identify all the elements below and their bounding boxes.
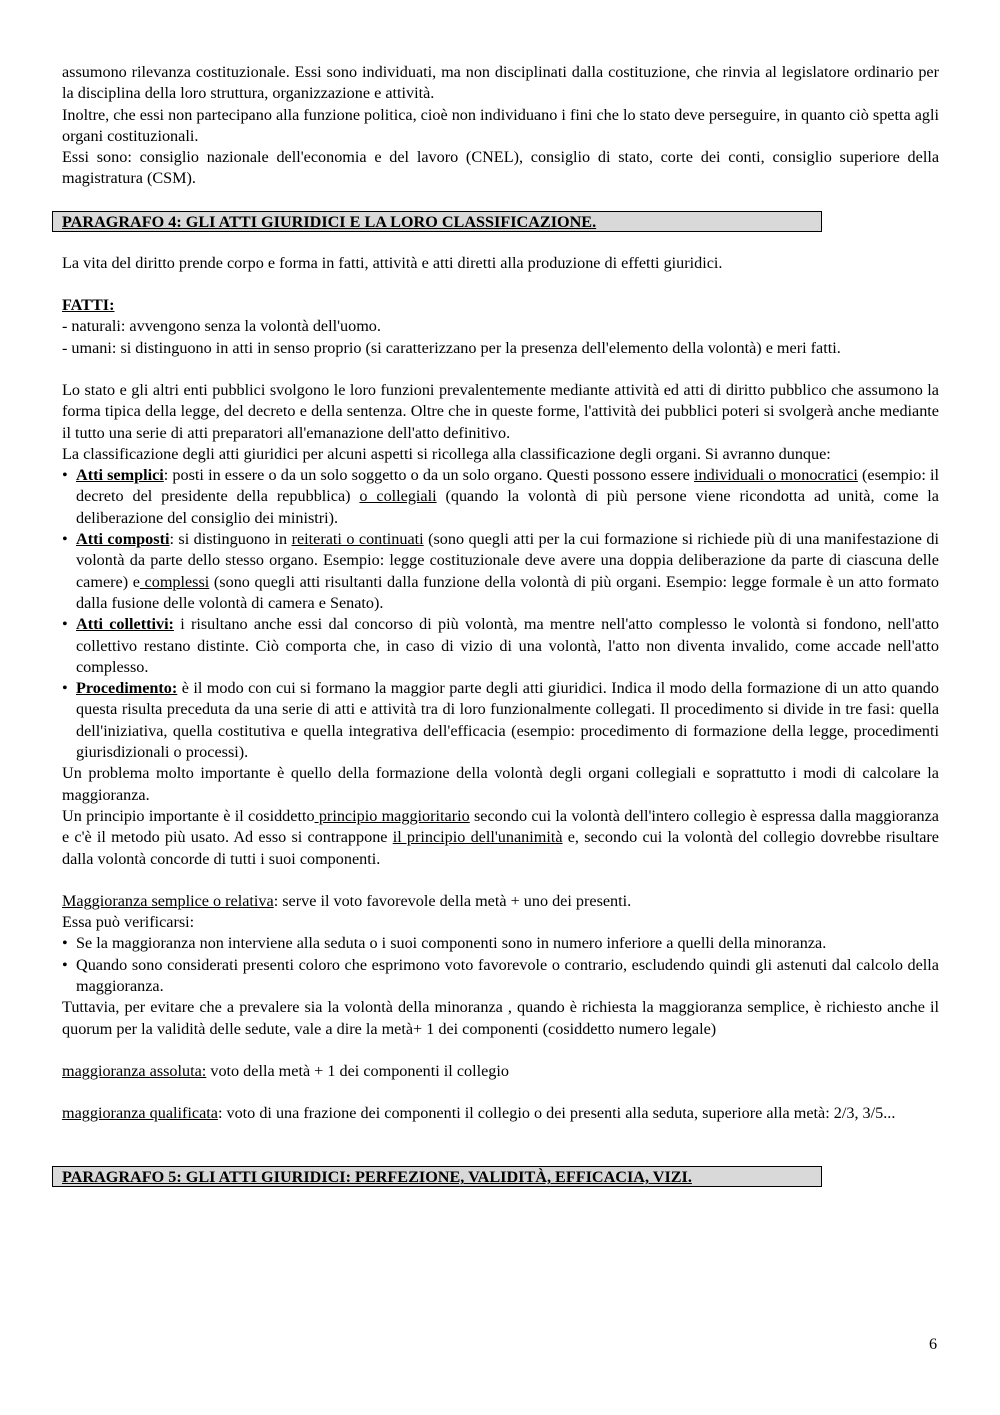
intro-paragraph-1: assumono rilevanza costituzionale. Essi sono individuati, ma non disciplinati dalla costituzione, che rinvia al legislatore ordinario per la disciplina della loro struttura, organizzazione e attività.	[62, 63, 939, 103]
fatti-umani: - umani: si distinguono in atti in senso proprio (si caratterizzano per la presenza dell'elemento della volontà) e meri fatti.	[62, 338, 841, 357]
procedimento-term: Procedimento:	[76, 679, 178, 698]
principio-paragraph: Un principio importante è il cosiddetto principio maggioritario secondo cui la volontà dell'intero collegio è espressa dalla maggioranza e c'è il metodo più usato. Ad esso si contrappone il principio dell'unanimità e, secondo cui la volontà del collegio dovrebbe risultare dalla volontà concorde di tutti i suoi componenti.	[62, 806, 939, 868]
list-item-atti-semplici: • Atti semplici: posti in essere o da un solo soggetto o da un solo organo. Questi possono essere individuali o monocratici (esempio: il decreto del presidente della repubblica) o collegiali (quando la volontà di più persone viene ricondotta ad unità, come la deliberazione del consiglio dei ministri).	[62, 465, 939, 529]
verificarsi-line: Essa può verificarsi:	[62, 913, 195, 932]
stato-paragraph: Lo stato e gli altri enti pubblici svolgono le loro funzioni prevalentemente mediante attività ed atti di diritto pubblico che assumono la forma tipica della legge, del decreto e della sentenza. Oltre che in queste forme, l'attività dei pubblici poteri si svolgerà anche mediante il tutto una serie di atti preparatori all'emanazione dell'atto definitivo.	[62, 380, 939, 442]
classificazione-paragraph: La classificazione degli atti giuridici per alcuni aspetti si ricollega alla classificazione degli organi. Si avranno dunque:	[62, 444, 831, 463]
maggioranza-assoluta-paragraph: maggioranza assoluta: voto della metà + 1 dei componenti il collegio	[62, 1061, 509, 1080]
maggioranza-qualificata-paragraph: maggioranza qualificata: voto di una frazione dei componenti il collegio o dei presenti alla seduta, superiore alla metà: 2/3, 3/5...	[62, 1104, 896, 1123]
problema-paragraph: Un problema molto importante è quello della formazione della volontà degli organi collegiali e soprattutto i modi di calcolare la maggioranza.	[62, 764, 939, 804]
list-item: • Se la maggioranza non interviene alla seduta o i suoi componenti sono in numero inferiore a quelli della minoranza.	[62, 933, 939, 954]
document-page	[62, 62, 939, 1187]
list-item-procedimento: • Procedimento: è il modo con cui si formano la maggior parte degli atti giuridici. Indica il modo della formazione di un atto quando questa risulta preceduta da una serie di atti e attività tra di loro funzionalmente collegati. Il procedimento si divide in tre fasi: quella dell'iniziativa, quella costitutiva e quella integrativa dell'efficacia (esempio: procedimento di formazione della legge, procedimenti giurisdizionali o processi).	[62, 678, 939, 763]
intro-paragraph-2: Inoltre, che essi non partecipano alla funzione politica, cioè non individuano i fini che lo stato deve perseguire, in quanto ciò spetta agli organi costituzionali.	[62, 105, 939, 145]
section-4-heading: PARAGRAFO 4: GLI ATTI GIURIDICI E LA LORO CLASSIFICAZIONE.	[52, 211, 822, 232]
list-item-atti-composti: • Atti composti: si distinguono in reiterati o continuati (sono quegli atti per la cui formazione si richiede più di una manifestazione di volontà da parte dello stesso organo. Esempio: legge costituzionale deve avere una doppia deliberazione da parte di ciascuna delle camere) e complessi (sono quegli atti risultanti dalla funzione della volontà di più organi. Esempio: legge formale è un atto formato dalla fusione delle volontà di camera e Senato).	[62, 529, 939, 614]
fatti-naturali: - naturali: avvengono senza la volontà dell'uomo.	[62, 317, 381, 336]
atti-composti-term: Atti composti	[76, 530, 170, 549]
verificarsi-list	[62, 933, 939, 997]
section-5-heading: PARAGRAFO 5: GLI ATTI GIURIDICI: PERFEZIONE, VALIDITÀ, EFFICACIA, VIZI.	[52, 1166, 822, 1187]
atti-semplici-term: Atti semplici	[76, 466, 164, 485]
maggioranza-semplice-paragraph: Maggioranza semplice o relativa: serve il voto favorevole della metà + uno dei presenti.	[62, 891, 632, 910]
list-item: • Quando sono considerati presenti coloro che esprimono voto favorevole o contrario, escludendo quindi gli astenuti dal calcolo della maggioranza.	[62, 955, 939, 998]
page-number: 6	[929, 1335, 938, 1353]
list-item-atti-collettivi: • Atti collettivi: i risultano anche essi dal concorso di più volontà, ma mentre nell'atto complesso le volontà si fondono, nell'atto collettivo restano distinte. Ciò comporta che, in caso di vizio di una volontà, l'atto non diventa invalido, come accade nell'atto complesso.	[62, 614, 939, 678]
tuttavia-paragraph: Tuttavia, per evitare che a prevalere sia la volontà della minoranza , quando è richiesta la maggioranza semplice, è richiesto anche il quorum per la validità delle sedute, vale a dire la metà+ 1 dei componenti (cosiddetto numero legale)	[62, 998, 939, 1038]
atti-list	[62, 465, 939, 763]
section-4-intro: La vita del diritto prende corpo e forma in fatti, attività e atti diretti alla produzione di effetti giuridici.	[62, 253, 723, 272]
fatti-title: FATTI:	[62, 296, 115, 315]
intro-paragraph-3: Essi sono: consiglio nazionale dell'economia e del lavoro (CNEL), consiglio di stato, corte dei conti, consiglio superiore della magistratura (CSM).	[62, 148, 939, 188]
atti-collettivi-term: Atti collettivi:	[76, 615, 174, 634]
